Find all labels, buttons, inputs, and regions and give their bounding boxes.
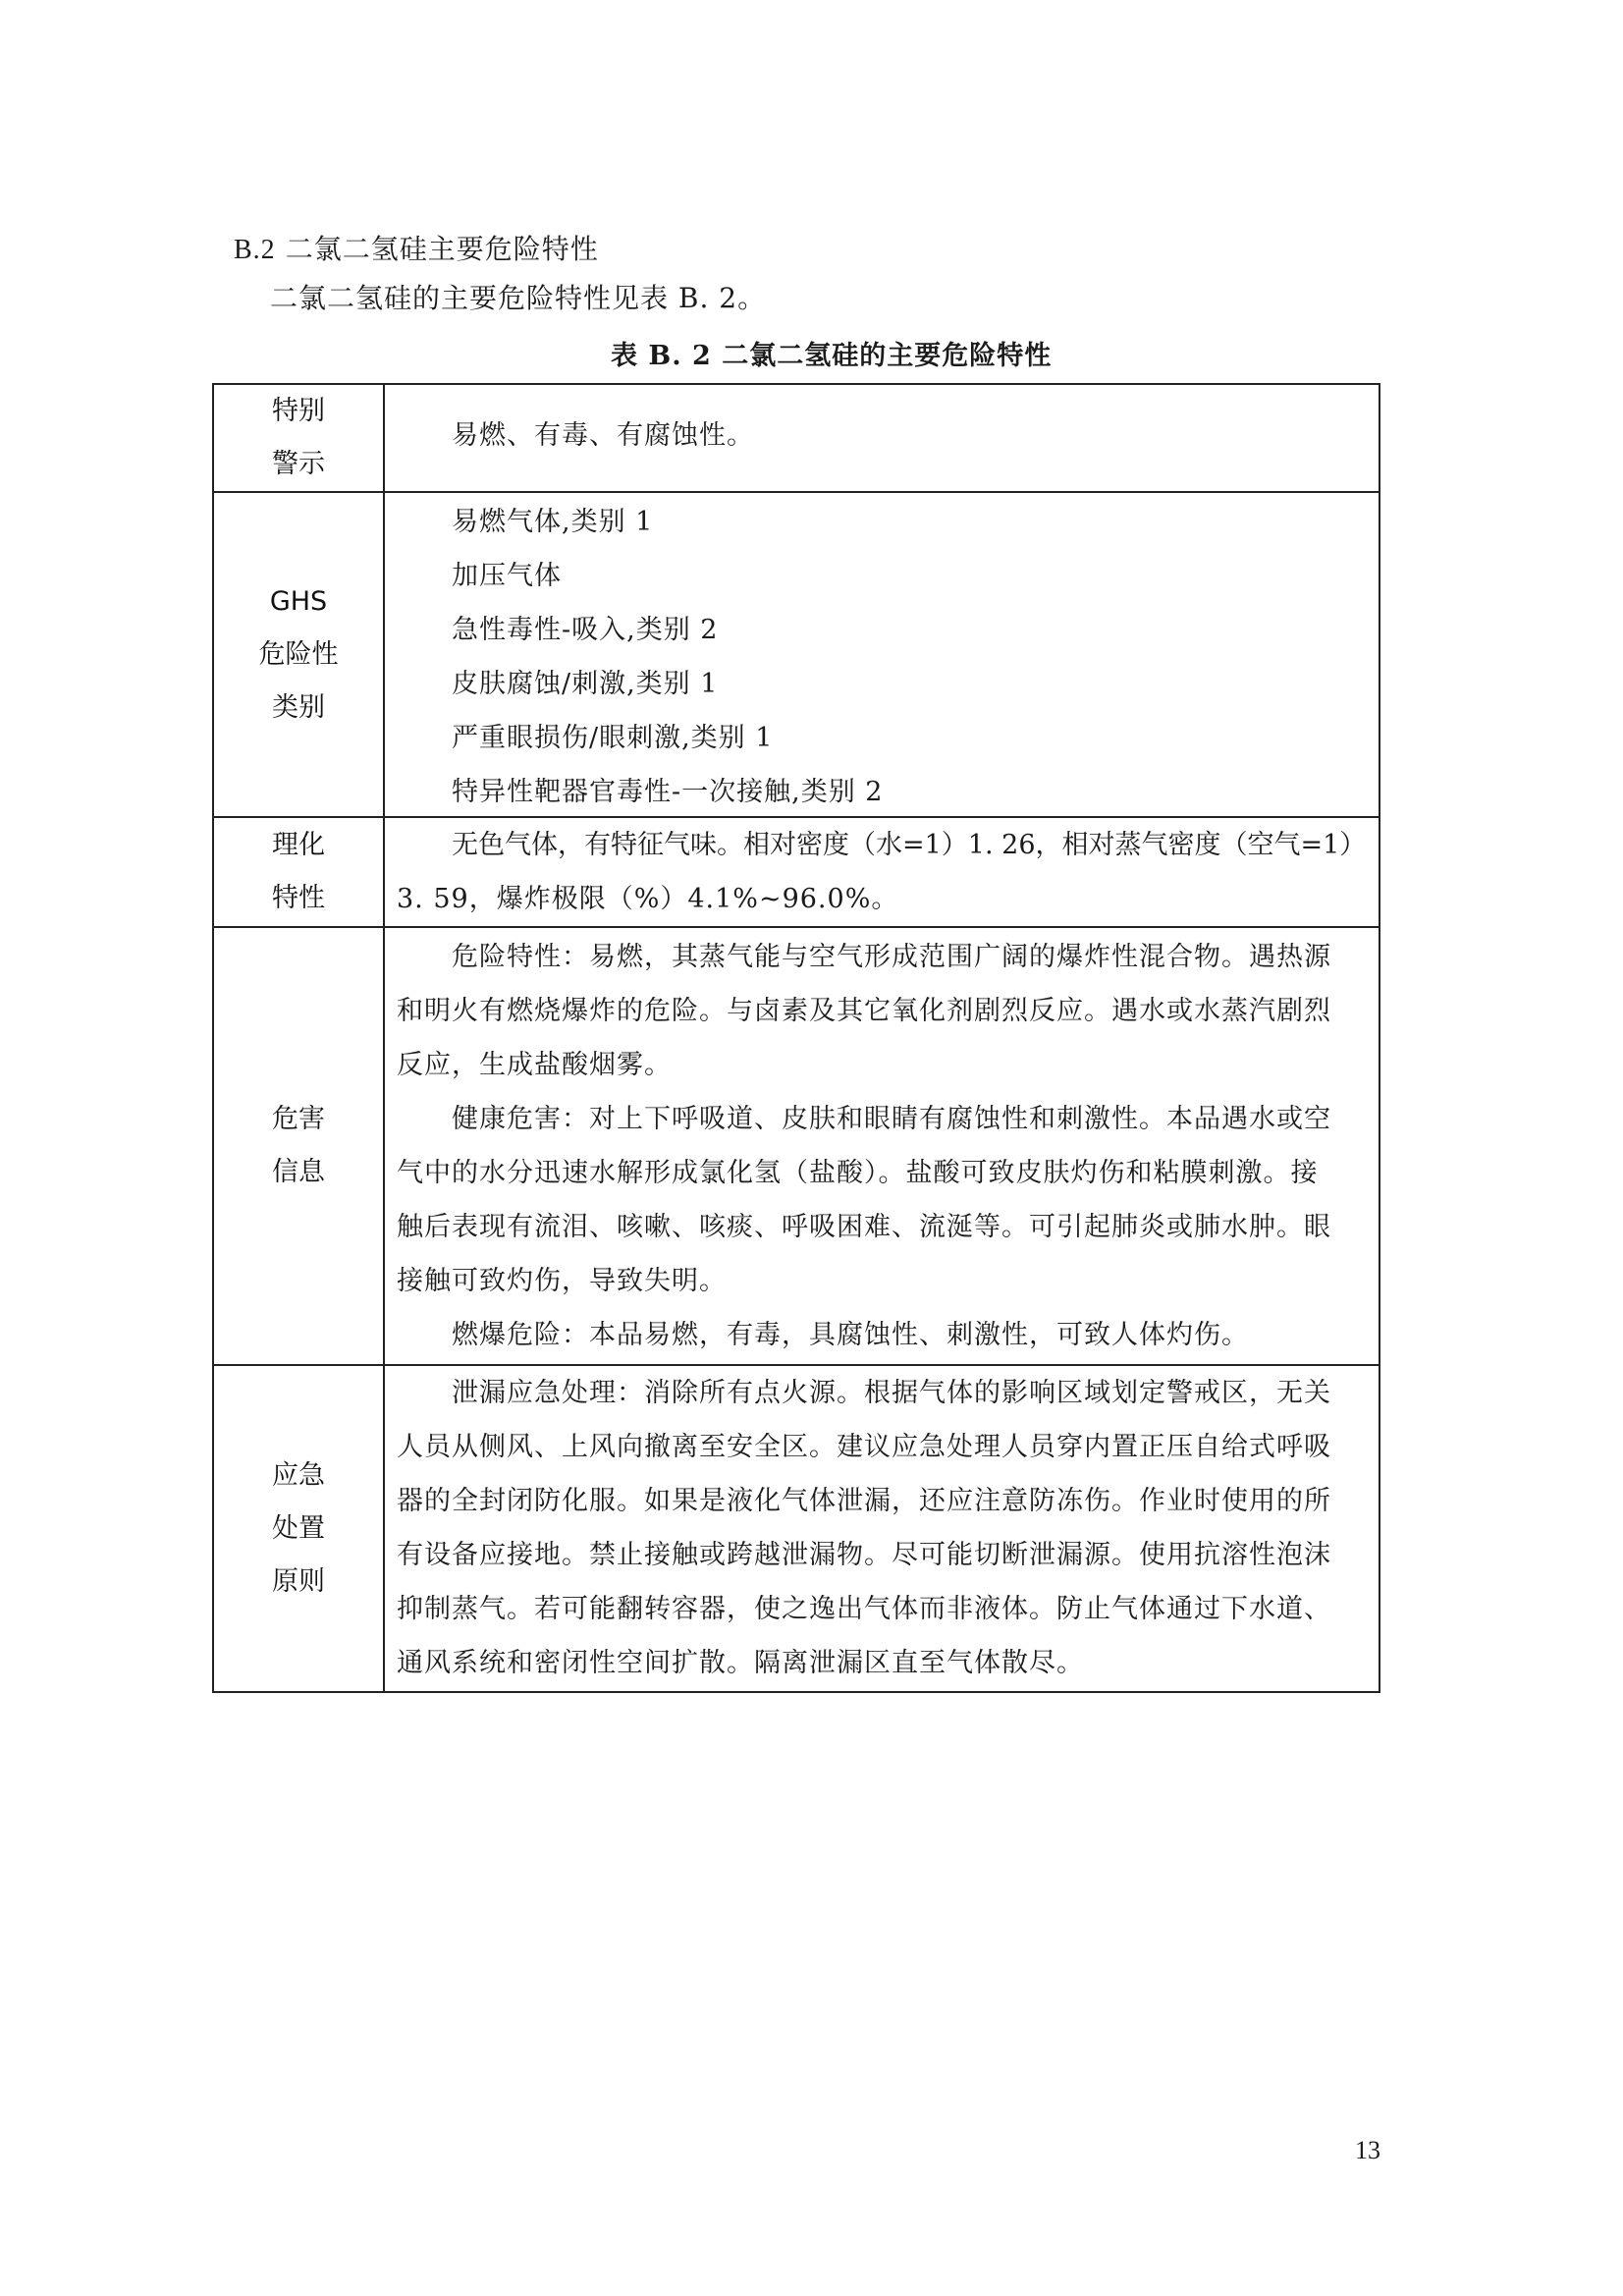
table-row-ghs-category xyxy=(214,493,1379,818)
table-row-special-warning xyxy=(214,385,1379,493)
row-label-line: 特别 xyxy=(272,396,325,426)
content-line: 加压气体 xyxy=(452,561,562,591)
content-line: 皮肤腐蚀/刺激,类别 1 xyxy=(452,669,719,699)
row-label xyxy=(214,928,385,1364)
row-label-line: 处置 xyxy=(272,1512,325,1544)
row-label xyxy=(214,1366,385,1691)
row-content xyxy=(385,928,1379,1364)
row-content xyxy=(385,818,1379,926)
row-label-line: GHS xyxy=(269,585,328,617)
content-line: 无色气体，有特征气味。相对密度（水=1）1. 26，相对蒸气密度（空气=1） xyxy=(452,830,1367,860)
content-line: 特异性靶器官毒性-一次接触,类别 2 xyxy=(452,777,884,807)
content-line: 3. 59，爆炸极限（%）4.1%~96.0%。 xyxy=(397,884,899,914)
intro-paragraph: 二氯二氢硅的主要危险特性见表 B. 2。 xyxy=(270,282,767,314)
section-number: B.2 xyxy=(234,235,276,265)
content-line: 泄漏应急处理：消除所有点火源。根据气体的影响区域划定警戒区，无关 xyxy=(452,1378,1331,1408)
content-line: 健康危害：对上下呼吸道、皮肤和眼睛有腐蚀性和刺激性。本品遇水或空 xyxy=(452,1104,1331,1134)
row-label-line: 危害 xyxy=(272,1104,325,1134)
hazard-table xyxy=(212,383,1380,1693)
content-line: 抑制蒸气。若可能翻转容器，使之逸出气体而非液体。防止气体通过下水道、 xyxy=(397,1594,1331,1624)
content-line: 触后表现有流泪、咳嗽、咳痰、呼吸困难、流涎等。可引起肺炎或肺水肿。眼 xyxy=(397,1212,1331,1242)
row-label-line: 原则 xyxy=(272,1565,325,1597)
content-line: 急性毒性-吸入,类别 2 xyxy=(452,615,719,645)
row-label-line: 信息 xyxy=(272,1157,325,1187)
row-label-line: 特性 xyxy=(272,883,325,913)
table-row-emergency-principles xyxy=(214,1366,1379,1691)
content-line: 燃爆危险：本品易燃，有毒，具腐蚀性、刺激性，可致人体灼伤。 xyxy=(452,1320,1249,1350)
content-line: 和明火有燃烧爆炸的危险。与卤素及其它氧化剂剧烈反应。遇水或水蒸汽剧烈 xyxy=(397,996,1331,1026)
section-heading xyxy=(234,232,599,268)
row-content xyxy=(385,1366,1379,1691)
row-label xyxy=(214,493,385,816)
row-content xyxy=(385,385,1379,491)
content-line: 危险特性：易燃，其蒸气能与空气形成范围广阔的爆炸性混合物。遇热源 xyxy=(452,942,1331,972)
table-caption: 表 B. 2 二氯二氢硅的主要危险特性 xyxy=(611,341,1053,371)
content-line: 接触可致灼伤，导致失明。 xyxy=(397,1266,727,1296)
content-line: 易燃气体,类别 1 xyxy=(452,507,654,537)
row-label xyxy=(214,818,385,926)
content-line: 严重眼损伤/眼刺激,类别 1 xyxy=(452,723,774,753)
table-row-physical-chemical xyxy=(214,818,1379,928)
row-label-line: 应急 xyxy=(272,1459,325,1491)
section-title: 二氯二氢硅主要危险特性 xyxy=(285,233,599,265)
row-label xyxy=(214,385,385,491)
content-line: 反应，生成盐酸烟雾。 xyxy=(397,1050,672,1080)
row-label-line: 危险性 xyxy=(258,638,339,670)
table-row-hazard-info xyxy=(214,928,1379,1366)
content-line: 人员从侧风、上风向撤离至安全区。建议应急处理人员穿内置正压自给式呼吸 xyxy=(397,1432,1331,1462)
row-label-line: 类别 xyxy=(272,691,325,723)
content-line: 有设备应接地。禁止接触或跨越泄漏物。尽可能切断泄漏源。使用抗溶性泡沫 xyxy=(397,1540,1331,1570)
content-line: 器的全封闭防化服。如果是液化气体泄漏，还应注意防冻伤。作业时使用的所 xyxy=(397,1486,1331,1516)
content-line: 通风系统和密闭性空间扩散。隔离泄漏区直至气体散尽。 xyxy=(397,1648,1084,1678)
content-line: 气中的水分迅速水解形成氯化氢（盐酸）。盐酸可致皮肤灼伤和粘膜刺激。接 xyxy=(397,1158,1319,1188)
row-label-line: 理化 xyxy=(272,830,325,860)
page-number: 13 xyxy=(1355,2136,1380,2164)
content-line: 易燃、有毒、有腐蚀性。 xyxy=(452,420,754,451)
row-label-line: 警示 xyxy=(272,449,325,479)
row-content xyxy=(385,493,1379,816)
